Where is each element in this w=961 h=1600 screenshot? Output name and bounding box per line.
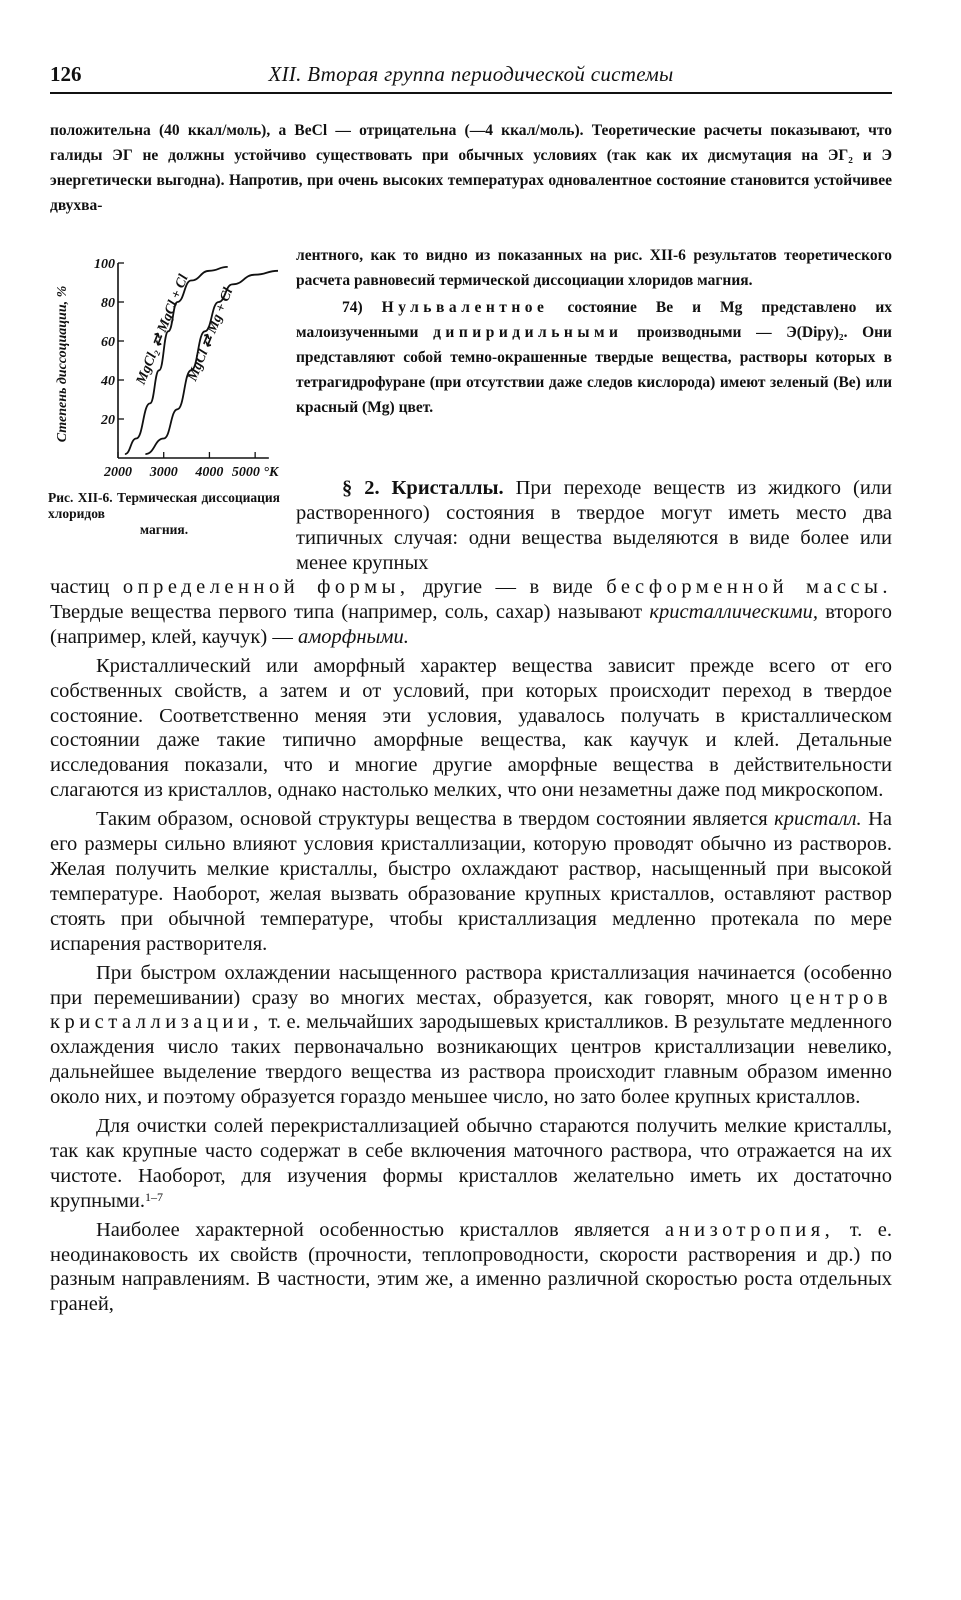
y-tick-label: 40 xyxy=(101,374,115,389)
section-2-start xyxy=(296,476,892,576)
y-tick-label: 100 xyxy=(94,257,115,272)
intro-block xyxy=(50,118,892,218)
paragraph-5 xyxy=(50,1114,892,1214)
note-number: 74) xyxy=(342,299,363,316)
p4-spaced-1: центров кристаллизации, xyxy=(50,986,893,1034)
paragraph-4 xyxy=(50,961,892,1110)
x-tick-label: 3000 xyxy=(149,465,178,480)
dissociation-chart xyxy=(48,236,286,486)
p6-text-2: т. е. неодинаковость их свойств (прочности, теплопроводности, скорости растворения и др.) по разным направлениям. В частности, этим же, а именно различной скоростью роста отдельных граней, xyxy=(50,1218,892,1316)
page-header xyxy=(50,60,892,94)
note-text-2: производными — Э(Dipy)₂. Они представляют собой темно-окрашенные твердые вещества, растворы которых в тетрагидрофуране (при отсутствии даже следов кислорода) имеют зеленый (Be) или красный (Mg) цвет. xyxy=(296,324,892,416)
x-tick-labels xyxy=(103,452,280,480)
p4-text-1: При быстром охлаждении насыщенного раствора кристаллизация начинается (особенно при перемешивании) сразу во многих местах, образуется, как говорят, много xyxy=(50,961,892,1009)
note-text-1: состояние Be и Mg представлено их малоизученными xyxy=(296,299,893,341)
p3-text-2: На его размеры сильно влияют условия кристаллизации, которую проводят обычно из растворов. Желая получить мелкие кристаллы, быстро охлаждают раствор, насыщенный при высокой температуре. Наоборот, желая вызвать образование крупных кристаллов, оставляют раствор стоять при обычной температуре, чтобы кристаллизация медленно протекала по мере испарения растворителя. xyxy=(50,808,893,955)
p1-italic-2: аморфными. xyxy=(297,625,409,648)
page-number: 126 xyxy=(50,62,82,86)
series-line-2 xyxy=(145,271,278,454)
footnote-ref: 1–7 xyxy=(144,1189,163,1204)
x-tick-label: 4000 xyxy=(195,465,224,480)
x-tick-label: 5000 °К xyxy=(231,465,279,480)
p1-italic-1: кристаллическими, xyxy=(649,600,818,623)
section-heading-paragraph xyxy=(296,476,892,576)
section-text: При переходе веществ из жидкого (или растворенного) состояния в твердое могут иметь место два типичных случая: одни вещества выделяются в виде более или менее крупных xyxy=(296,477,892,574)
paragraph-2: Кристаллический или аморфный характер вещества зависит прежде всего от его собственных свойств, а затем и от условий, при которых происходит переход в твердое состояние. Соответственно меняя эти условия, удавалось получать в кристаллическом состоянии даже такие типично аморфные вещества, как каучук и клей. Детальные исследования показали, что и многие другие аморфные вещества в действительности слагаются из кристаллов, однако настолько мелких, что они незаметны даже под микроскопом. xyxy=(50,654,892,802)
paragraph-6 xyxy=(50,1218,892,1318)
main-text xyxy=(50,575,892,1317)
caption-line-2: магния. xyxy=(139,522,189,537)
curve-2-label: MgCl ⇄ Mg + Cl xyxy=(185,285,237,384)
p5-text-1: Для очистки солей перекристаллизацией обычно стараются получить мелкие кристаллы, так как крупные часто содержат в себе включения маточного раствора, что отражается на их чистоте. Наоборот, для изучения формы кристаллов желательно иметь их достаточно крупными. xyxy=(50,1115,892,1212)
p1-text-1: частиц xyxy=(50,576,110,598)
note-spaced-term: Нульвалентное xyxy=(381,299,549,316)
y-tick-label: 80 xyxy=(101,296,115,311)
figure-caption xyxy=(48,490,280,538)
p1-text-4: второго (например, клей, каучук) — xyxy=(50,600,893,648)
p1-text-3: Твердые вещества первого типа (например, соль, сахар) называют xyxy=(50,600,643,623)
section-heading: § 2. Кристаллы. xyxy=(342,477,504,499)
caption-line-1: Рис. XII-6. Термическая диссоциация хлоридов xyxy=(48,490,280,521)
p4-text-2: т. е. мельчайших зародышевых кристалликов. В результате медленного охлаждения число таких первоначально возникающих центров кристаллизации невелико, дальнейшее выделение твердого вещества из раствора происходит главным образом именно около них, и поэтому образуется гораздо меньшее число, но зато более крупных кристаллов. xyxy=(50,1011,892,1109)
p1-text-2: другие — в виде xyxy=(422,576,593,598)
p1-spaced-2: бесформенной массы. xyxy=(606,576,893,598)
paragraph-1 xyxy=(50,575,892,650)
paragraph-3 xyxy=(50,807,892,956)
p6-text-1: Наиболее характерной особенностью кристаллов является xyxy=(96,1218,650,1241)
p3-italic-1: кристалл. xyxy=(774,808,862,831)
curve-1-label: MgCl₂ ⇄ MgCl + Cl xyxy=(133,272,192,387)
p6-spaced-1: анизотропия, xyxy=(665,1218,835,1241)
y-tick-label: 60 xyxy=(101,335,115,350)
note-spaced-term-2: дипиридильными xyxy=(433,324,623,341)
y-axis-label: Степень диссоциации, % xyxy=(55,285,70,443)
y-tick-label: 20 xyxy=(101,413,115,428)
figure-xii-6 xyxy=(48,236,286,546)
p3-text-1: Таким образом, основой структуры вещества в твердом состоянии является xyxy=(96,808,768,831)
note-74 xyxy=(296,295,892,420)
right-column-block xyxy=(296,243,892,420)
y-tick-labels xyxy=(94,257,124,428)
running-title: XII. Вторая группа периодической системы xyxy=(268,62,674,86)
p1-spaced-1: определенной формы, xyxy=(122,576,410,598)
x-tick-label: 2000 xyxy=(104,465,132,480)
intro-paragraph: положительна (40 ккал/моль), а BeCl — отрицательна (—4 ккал/моль). Теоретические расчеты показывают, что галиды ЭГ не должны устойчиво существовать при обычных условиях (так как их дисмутация на ЭГ₂ и Э энергетически выгодна). Напротив, при очень высоких температурах одновалентное состояние становится устойчивее двухва- xyxy=(50,122,892,214)
wrap-paragraph: лентного, как то видно из показанных на рис. XII-6 результатов теоретического расчета равновесий термической диссоциации хлоридов магния. xyxy=(296,247,892,289)
